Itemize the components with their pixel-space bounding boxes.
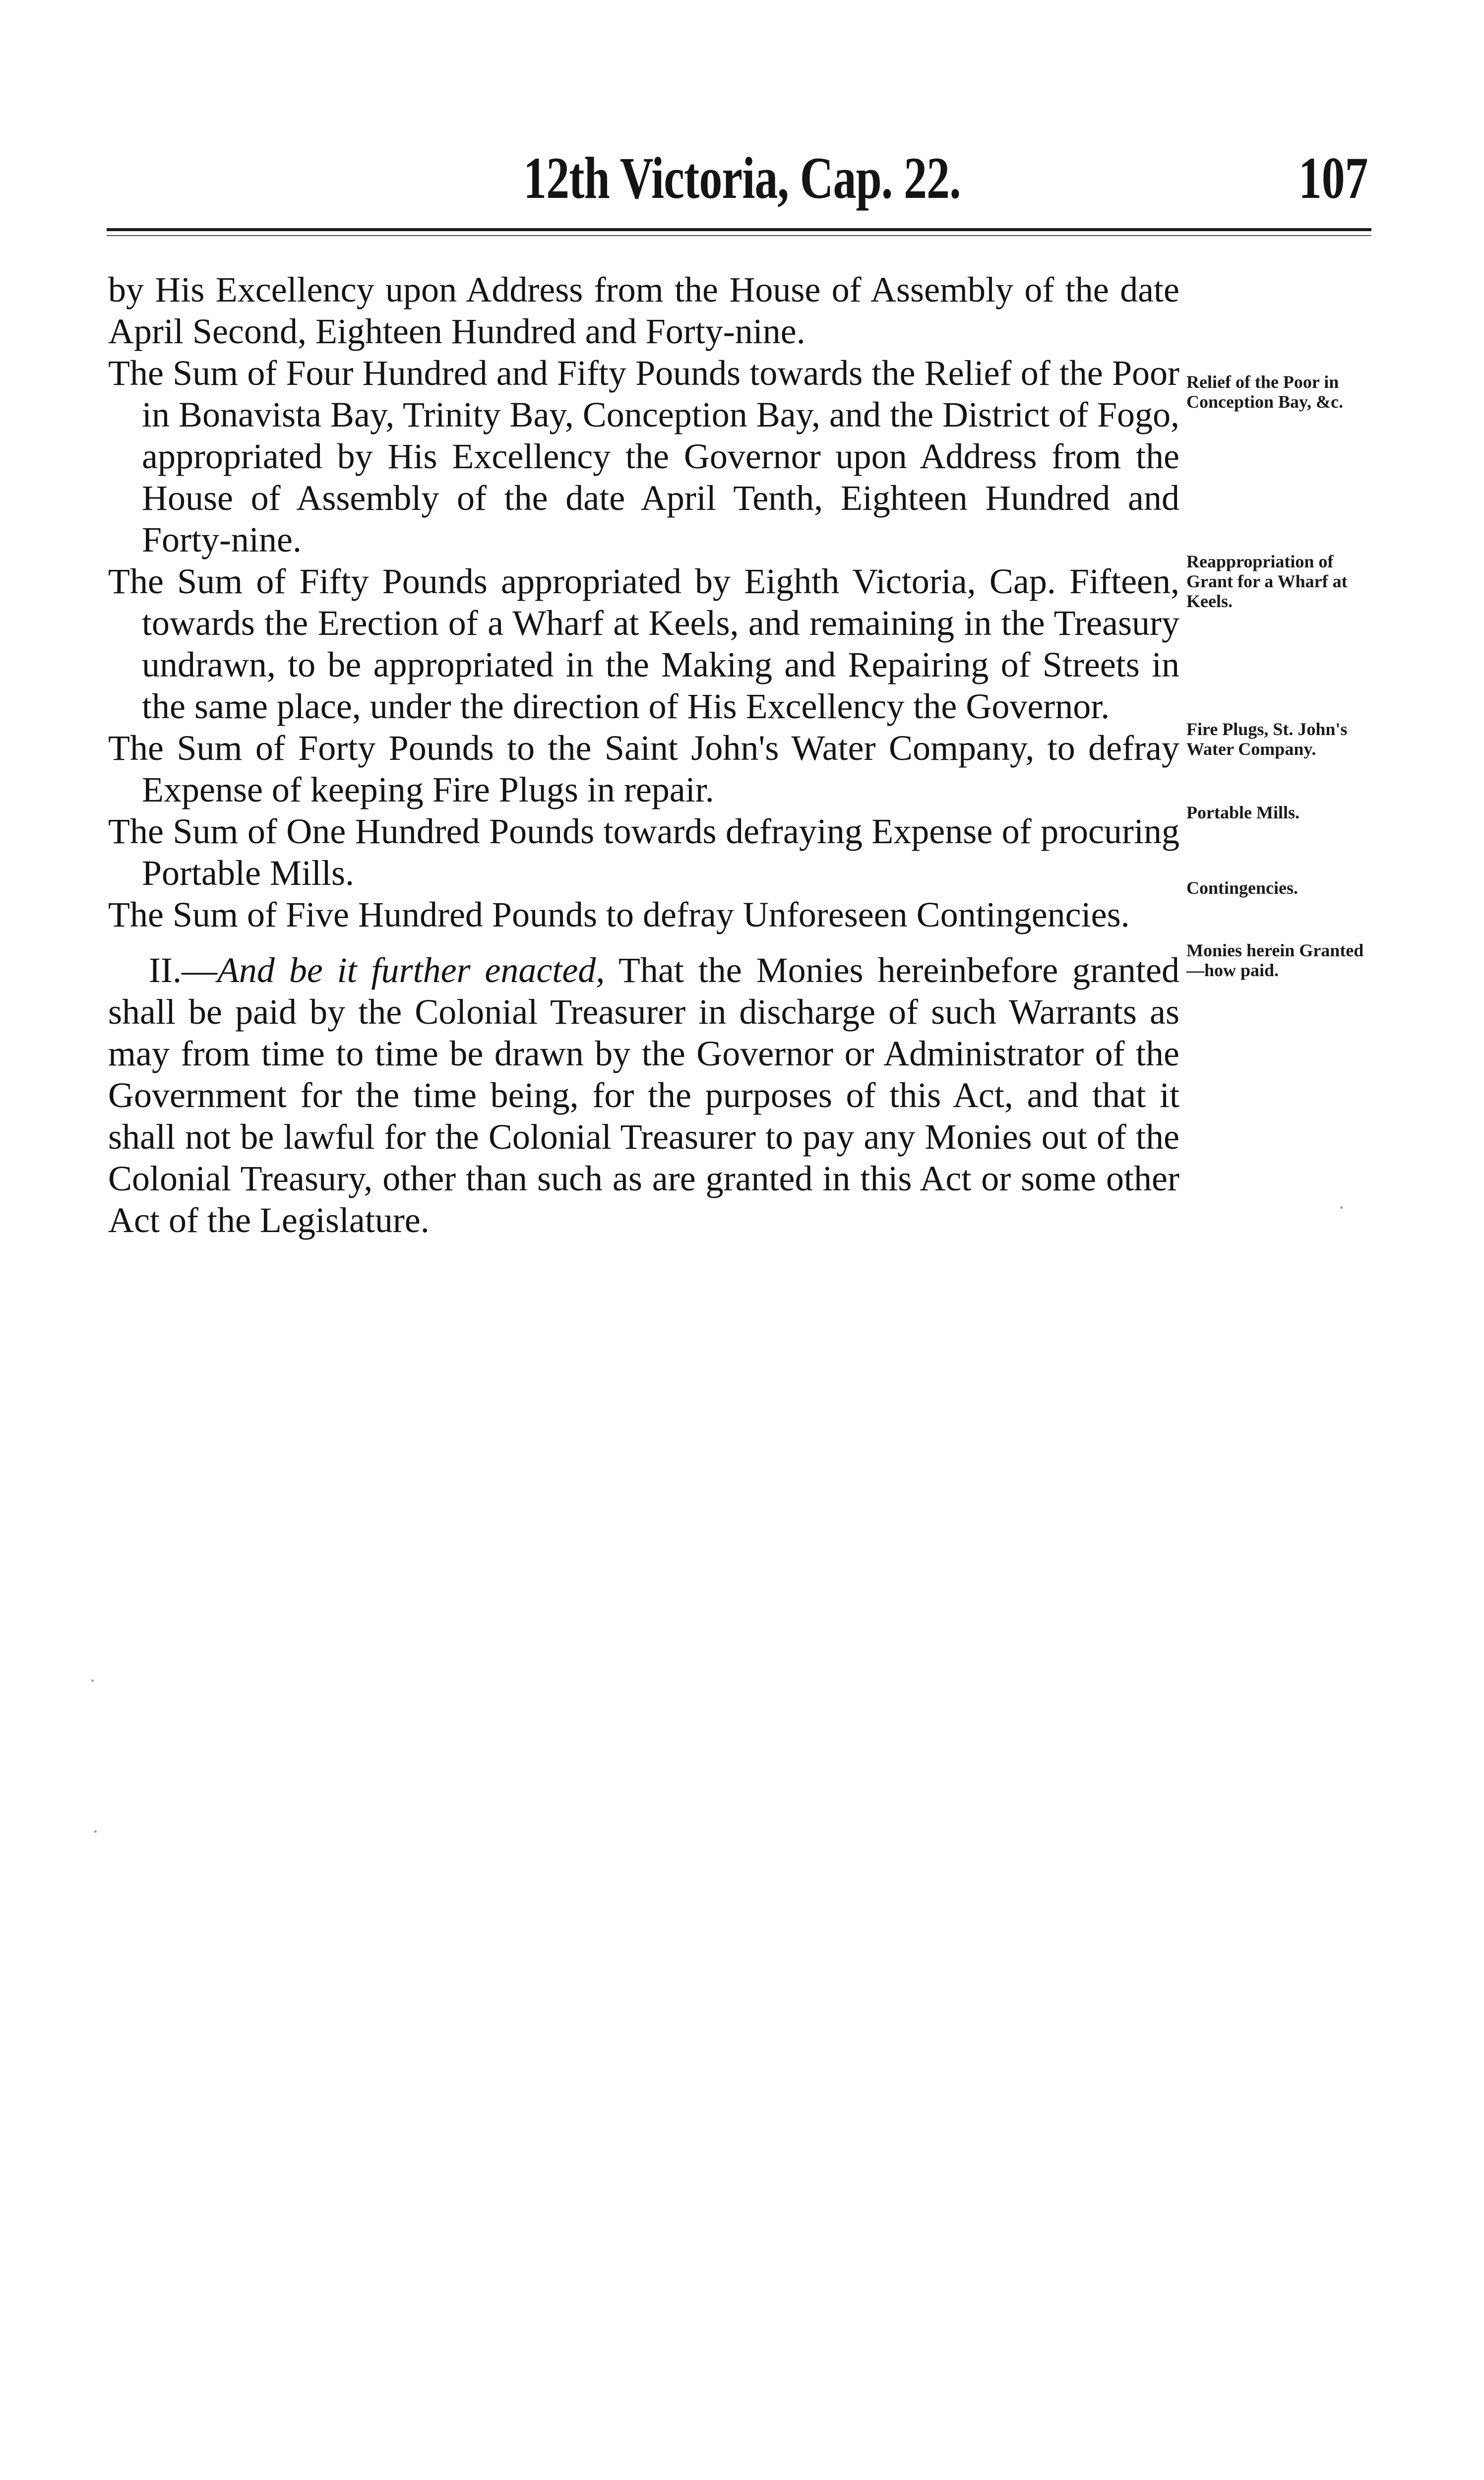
header-rule-thin	[107, 235, 1371, 236]
paragraph-wharf-keels: The Sum of Fifty Pounds appropriated by Eighth Victoria, Cap. Fifteen, towards the Erection of a Wharf at Keels, and remaining in the Treasury undrawn, to be appropriated in the Making and Repairing of Streets in the same place, under the direction of His Excellency the Governor.	[108, 561, 1179, 726]
paragraph-portable-mills: The Sum of One Hundred Pounds towards defraying Expense of procuring Portable Mills.	[108, 811, 1179, 893]
paper-speck	[91, 1679, 94, 1682]
margin-note-contingencies: Contingencies.	[1186, 878, 1298, 898]
paragraph-relief-poor: The Sum of Four Hundred and Fifty Pounds towards the Relief of the Poor in Bonavista Bay, Trinity Bay, Conception Bay, and the District of Fogo, appropriated by His Excellency the Governor upon Address from the House of Assembly of the date April Tenth, Eighteen Hundred and Forty-nine.	[108, 353, 1179, 559]
paper-speck	[94, 1830, 97, 1833]
margin-note-portable-mills: Portable Mills.	[1186, 803, 1299, 822]
enacting-words: And be it further enacted,	[217, 950, 605, 990]
margin-note-monies-paid: Monies herein Granted—how paid.	[1186, 940, 1364, 980]
margin-note-reappropriation: Reappropriation of Grant for a Wharf at Keels.	[1186, 552, 1348, 611]
section-number: II.—	[149, 950, 217, 990]
body-text	[108, 269, 1179, 1241]
margin-note-relief-poor: Relief of the Poor in Conception Bay, &c.	[1186, 372, 1344, 412]
paragraph-contingencies: The Sum of Five Hundred Pounds to defray Unforeseen Contingencies.	[108, 895, 1130, 934]
page-number: 107	[1298, 145, 1368, 211]
paragraph-continuation: by His Excellency upon Address from the House of Assembly of the date April Second, Eighteen Hundred and Forty-nine.	[108, 270, 1179, 351]
paragraph-water-company: The Sum of Forty Pounds to the Saint John's Water Company, to defray Expense of keeping Fire Plugs in repair.	[108, 728, 1179, 809]
margin-note-fire-plugs: Fire Plugs, St. John's Water Company.	[1186, 719, 1348, 759]
header-rule	[107, 228, 1371, 231]
section-ii-paragraph	[108, 949, 1179, 1241]
page-header-title: 12th Victoria, Cap. 22.	[523, 145, 961, 211]
paper-speck	[1340, 1206, 1343, 1209]
section-ii-text: That the Monies hereinbefore granted shall be paid by the Colonial Treasurer in discharge of such Warrants as may from time to time be drawn by the Governor or Administrator of the Government for the time being, for the purposes of this Act, and that it shall not be lawful for the Colonial Treasurer to pay any Monies out of the Colonial Treasury, other than such as are granted in this Act or some other Act of the Legislature.	[108, 950, 1179, 1240]
